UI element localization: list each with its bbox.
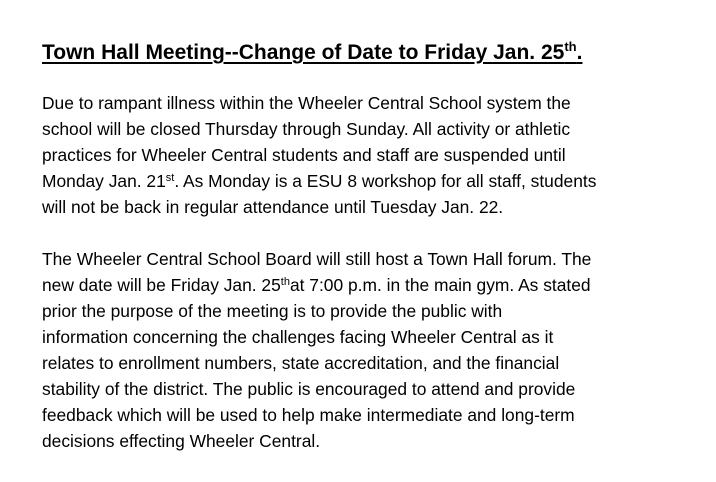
line-text: new date will be Friday Jan. 25 (42, 275, 281, 295)
ordinal-superscript: th (280, 276, 290, 288)
paragraph-line: Due to rampant illness within the Wheeler Central School system the (42, 93, 571, 113)
title-superscript: th (564, 39, 577, 54)
line-text: Monday Jan. 21 (42, 171, 166, 191)
paragraph-line: relates to enrollment numbers, state accreditation, and the financial (42, 353, 560, 373)
paragraph-line: school will be closed Thursday through Sunday. All activity or athletic (42, 119, 571, 139)
document (42, 38, 682, 454)
paragraph-spacer (42, 220, 682, 246)
document-title (42, 38, 682, 68)
title-text: Town Hall Meeting--Change of Date to Friday Jan. 25 (42, 41, 565, 64)
paragraph-line: decisions effecting Wheeler Central. (42, 431, 321, 451)
paragraph-line: will not be back in regular attendance until Tuesday Jan. 22. (42, 197, 504, 217)
closure-paragraph (42, 90, 682, 220)
paragraph-line: prior the purpose of the meeting is to provide the public with (42, 301, 503, 321)
paragraph-line (42, 168, 682, 194)
town-hall-paragraph (42, 246, 682, 454)
title-period: . (576, 41, 583, 64)
line-text: . As Monday is a ESU 8 workshop for all staff, students (174, 171, 597, 191)
line-text: at 7:00 p.m. in the main gym. As stated (289, 275, 591, 295)
paragraph-line: The Wheeler Central School Board will still host a Town Hall forum. The (42, 249, 592, 269)
paragraph-line: stability of the district. The public is encouraged to attend and provide (42, 379, 576, 399)
paragraph-line (42, 272, 682, 298)
paragraph-line: information concerning the challenges facing Wheeler Central as it (42, 327, 554, 347)
paragraph-line: feedback which will be used to help make intermediate and long-term (42, 405, 575, 425)
paragraph-line: practices for Wheeler Central students and staff are suspended until (42, 145, 566, 165)
ordinal-superscript: st (165, 172, 175, 184)
